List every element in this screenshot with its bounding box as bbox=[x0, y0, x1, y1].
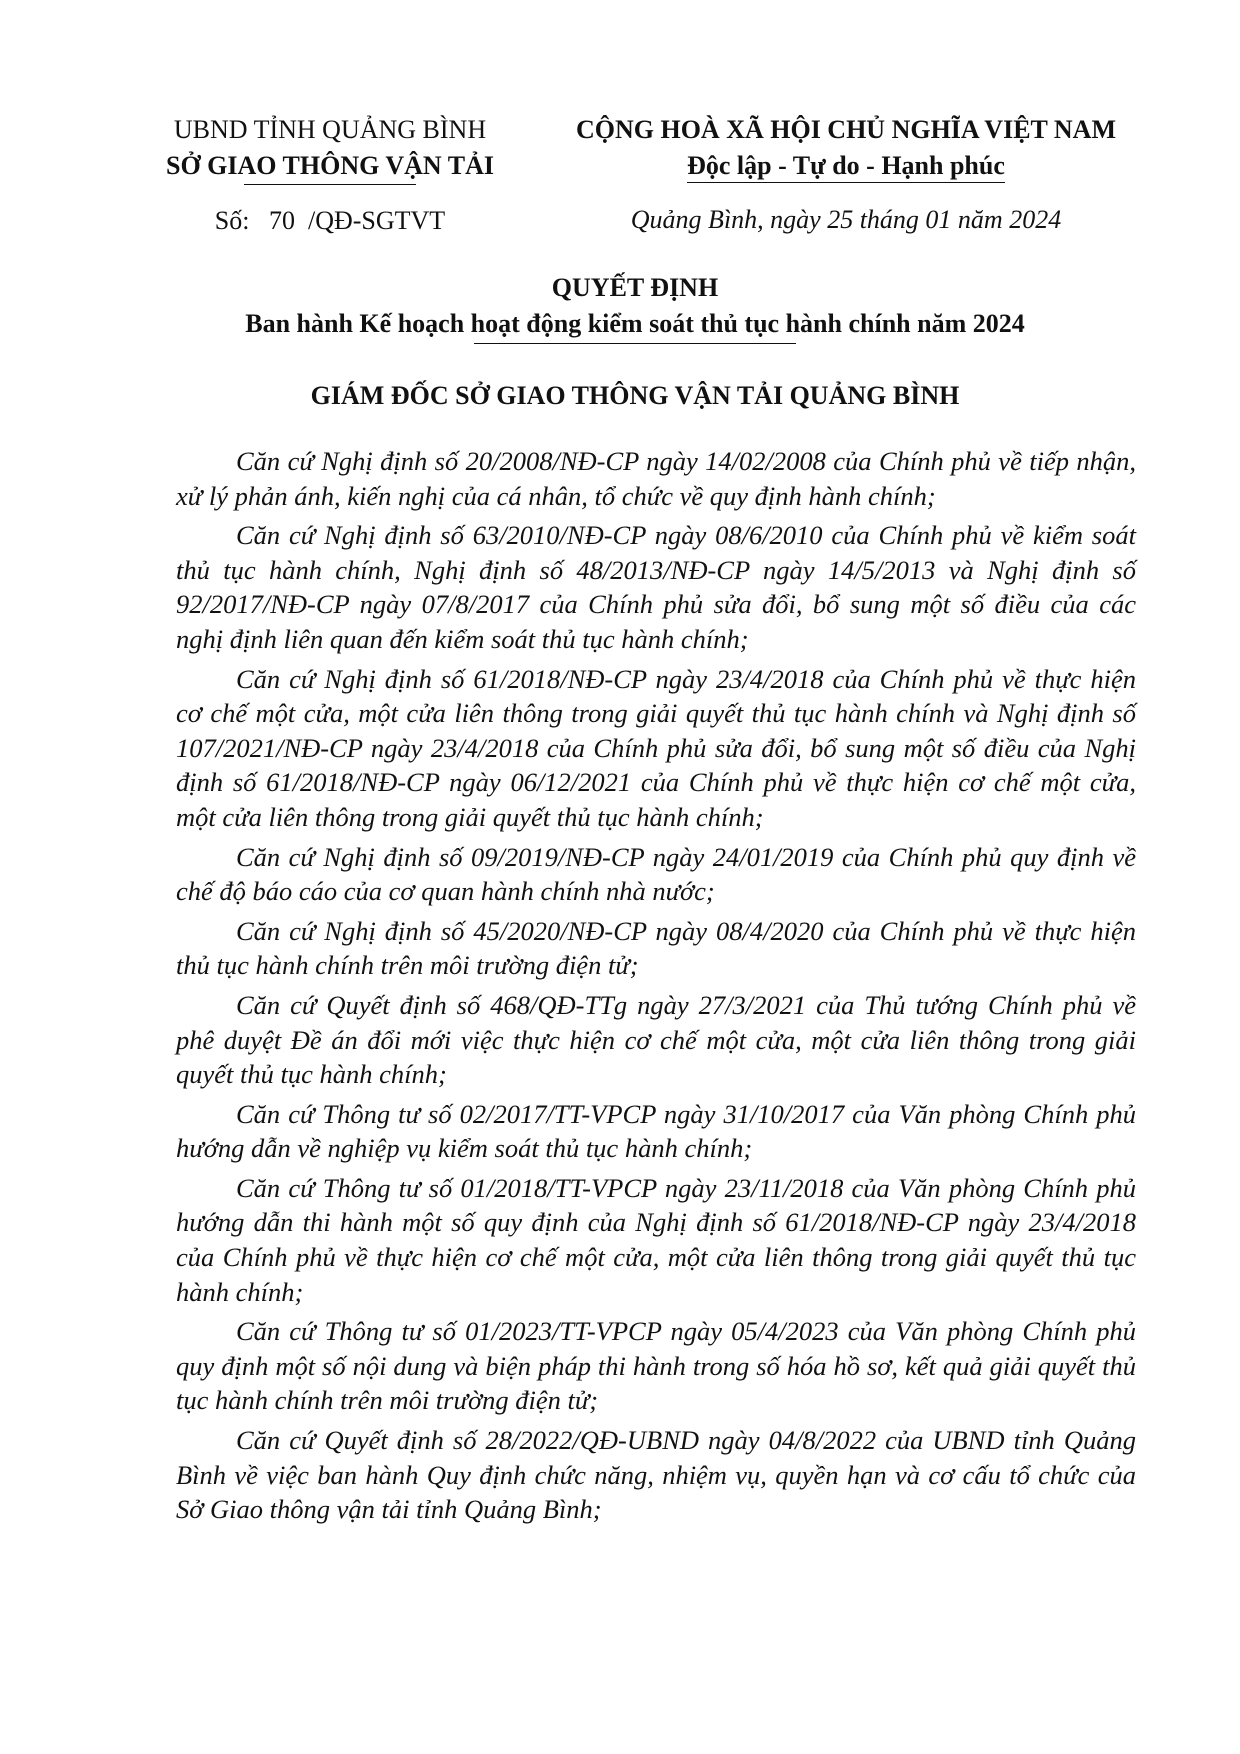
place-and-date: Quảng Bình, ngày 25 tháng 01 năm 2024 bbox=[630, 205, 1062, 234]
organization-underline bbox=[244, 184, 416, 185]
preamble-paragraph: Căn cứ Nghị định số 45/2020/NĐ-CP ngày 08/4/2020 của Chính phủ về thực hiện thủ tục hành chính trên môi trường điện tử; bbox=[176, 915, 1136, 981]
title-underline bbox=[474, 343, 796, 344]
preamble-paragraph: Căn cứ Thông tư số 01/2023/TT-VPCP ngày 05/4/2023 của Văn phòng Chính phủ quy định một số nội dung và biện pháp thi hành trong số hóa hồ sơ, kết quả giải quyết thủ tục hành chính trên môi trường điện tử; bbox=[176, 1316, 1136, 1416]
preamble-paragraph: Căn cứ Nghị định số 61/2018/NĐ-CP ngày 23/4/2018 của Chính phủ về thực hiện cơ chế một cửa, một cửa liên thông trong giải quyết thủ tục hành chính và Nghị định số 107/2021/NĐ-CP ngày 23/4/2018 của Chính phủ sửa đổi, bổ sung một số điều của Nghị định số 61/2018/NĐ-CP ngày 06/12/2021 của Chính phủ về thực hiện cơ chế một cửa, một cửa liên thông trong giải quyết thủ tục hành chính; bbox=[176, 663, 1136, 832]
preamble-paragraph: Căn cứ Thông tư số 02/2017/TT-VPCP ngày 31/10/2017 của Văn phòng Chính phủ hướng dẫn về nghiệp vụ kiểm soát thủ tục hành chính; bbox=[176, 1098, 1136, 1164]
national-motto: Độc lập - Tự do - Hạnh phúc bbox=[687, 149, 1005, 183]
document-number: Số: 70 /QĐ-SGTVT bbox=[214, 206, 446, 235]
preamble-section bbox=[176, 444, 1136, 1532]
decision-heading: QUYẾT ĐỊNH bbox=[551, 273, 719, 302]
preamble-paragraph: Căn cứ Thông tư số 01/2018/TT-VPCP ngày 23/11/2018 của Văn phòng Chính phủ hướng dẫn thi hành một số quy định của Nghị định số 61/2018/NĐ-CP ngày 23/4/2018 của Chính phủ về thực hiện cơ chế một cửa, một cửa liên thông trong giải quyết thủ tục hành chính; bbox=[176, 1172, 1136, 1307]
issuing-authority: GIÁM ĐỐC SỞ GIAO THÔNG VẬN TẢI QUẢNG BÌNH bbox=[310, 381, 960, 410]
parent-authority: UBND TỈNH QUẢNG BÌNH bbox=[173, 115, 487, 144]
national-header bbox=[548, 112, 1144, 238]
preamble-paragraph: Căn cứ Nghị định số 09/2019/NĐ-CP ngày 24/01/2019 của Chính phủ quy định về chế độ báo cáo của cơ quan hành chính nhà nước; bbox=[176, 841, 1136, 907]
decision-subject: Ban hành Kế hoạch hoạt động kiểm soát thủ tục hành chính năm 2024 bbox=[245, 309, 1025, 338]
preamble-paragraph: Căn cứ Nghị định số 20/2008/NĐ-CP ngày 14/02/2008 của Chính phủ về tiếp nhận, xử lý phản ánh, kiến nghị của cá nhân, tổ chức về quy định hành chính; bbox=[176, 446, 1136, 511]
issuer-header bbox=[140, 112, 520, 239]
decision-title bbox=[130, 270, 1140, 344]
preamble-paragraph: Căn cứ Nghị định số 63/2010/NĐ-CP ngày 08/6/2010 của Chính phủ về kiểm soát thủ tục hành chính, Nghị định số 48/2013/NĐ-CP ngày 14/5/2013 và Nghị định số 92/2017/NĐ-CP ngày 07/8/2017 của Chính phủ sửa đổi, bổ sung một số điều của các nghị định liên quan đến kiểm soát thủ tục hành chính; bbox=[176, 520, 1136, 654]
nation-name: CỘNG HOÀ XÃ HỘI CHỦ NGHĨA VIỆT NAM bbox=[575, 115, 1117, 144]
preamble-paragraph: Căn cứ Quyết định số 28/2022/QĐ-UBND ngày 04/8/2022 của UBND tỉnh Quảng Bình về việc ban hành Quy định chức năng, nhiệm vụ, quyền hạn và cơ cấu tổ chức của Sở Giao thông vận tải tỉnh Quảng Bình; bbox=[176, 1425, 1136, 1525]
preamble-paragraph: Căn cứ Quyết định số 468/QĐ-TTg ngày 27/3/2021 của Thủ tướng Chính phủ về phê duyệt Đề án đổi mới việc thực hiện cơ chế một cửa, một cửa liên thông trong giải quyết thủ tục hành chính; bbox=[176, 989, 1136, 1090]
organization-name: SỞ GIAO THÔNG VẬN TẢI bbox=[166, 151, 494, 180]
